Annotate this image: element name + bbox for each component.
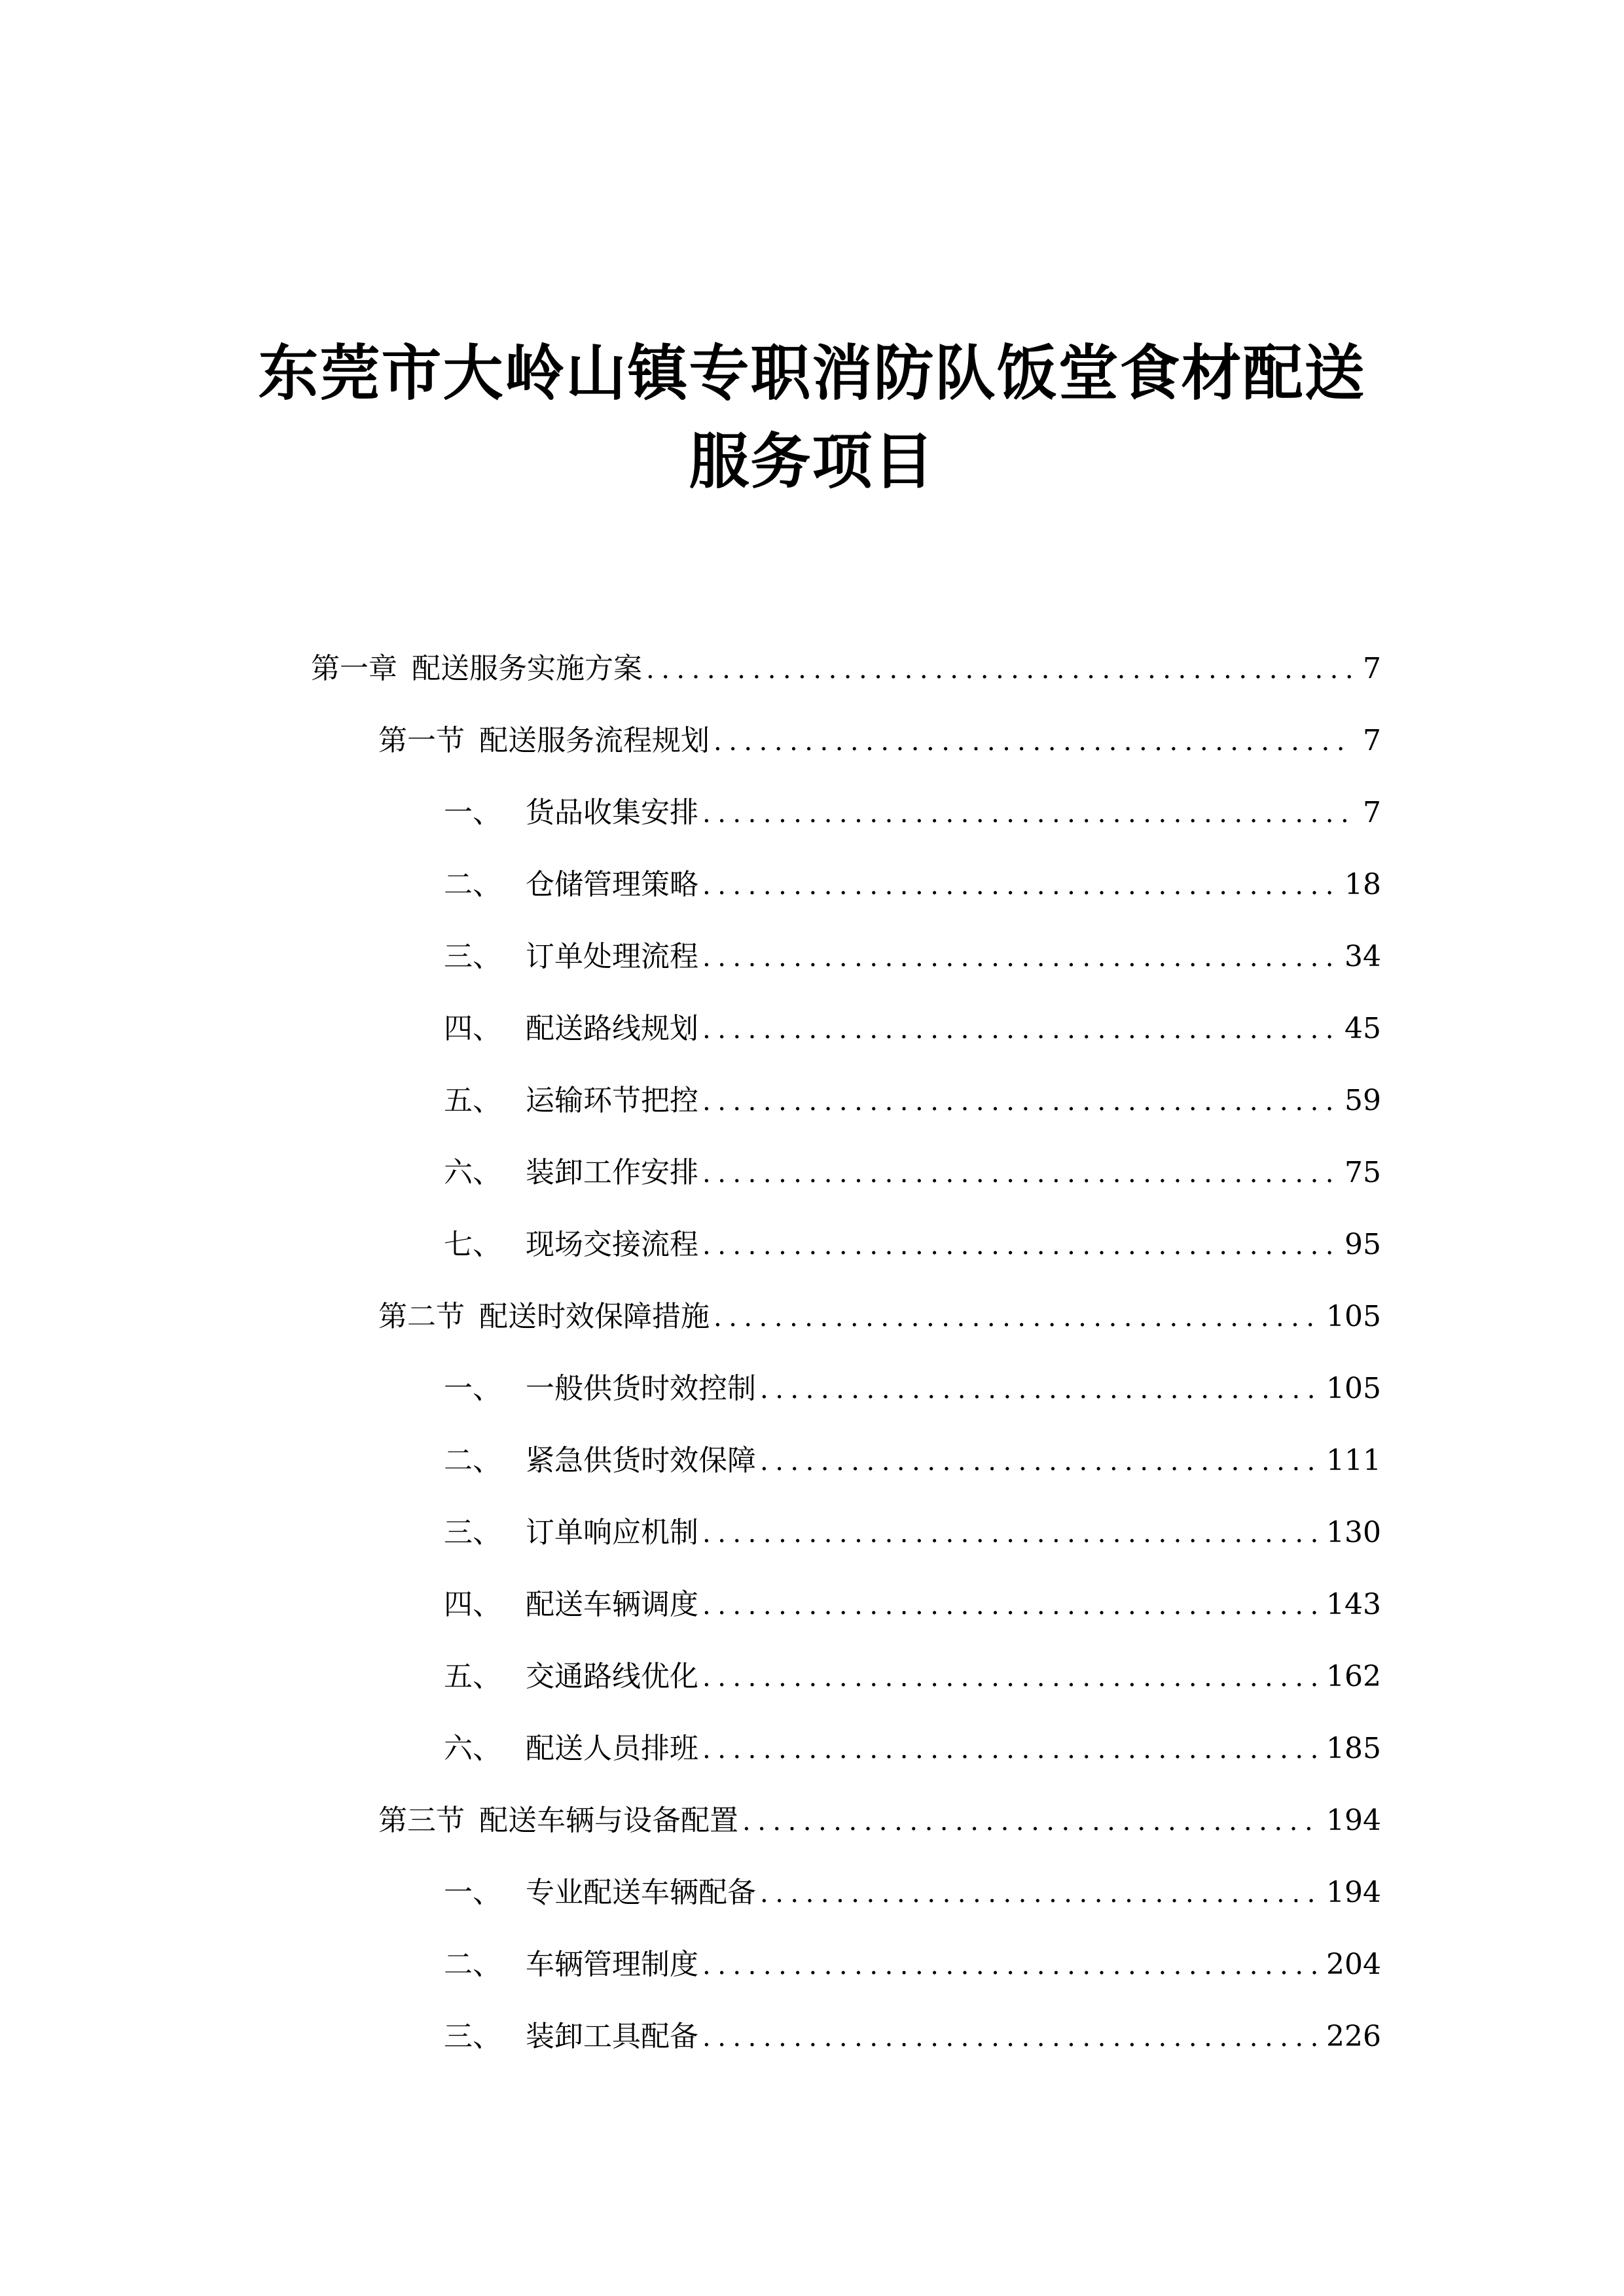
toc-entry-number: 第一章 [311, 652, 397, 685]
toc-entry-number: 一、 [444, 1372, 501, 1405]
toc-dot-leader [742, 1808, 1317, 1835]
toc-entry-title: 运输环节把控 [526, 1084, 698, 1117]
toc-entry-section[interactable] [378, 726, 1381, 755]
toc-dot-leader [702, 1016, 1335, 1043]
toc-dot-leader [702, 1736, 1317, 1763]
toc-entry-title: 配送车辆调度 [526, 1588, 698, 1621]
toc-entry-item[interactable] [444, 1230, 1381, 1259]
toc-entry-number: 一、 [444, 796, 501, 829]
toc-dot-leader [702, 1520, 1317, 1547]
toc-dot-leader [702, 1664, 1317, 1691]
toc-page-number: 204 [1326, 1948, 1381, 1981]
toc-dot-leader [702, 1232, 1335, 1259]
toc-entry-section[interactable] [378, 1806, 1381, 1835]
toc-page-number: 143 [1326, 1588, 1381, 1621]
toc-entry-item[interactable] [444, 2022, 1381, 2051]
document-title-line-2: 服务项目 [689, 427, 935, 497]
toc-entry-item[interactable] [444, 1878, 1381, 1907]
toc-page-number: 45 [1344, 1012, 1381, 1045]
toc-page-number: 34 [1344, 940, 1381, 973]
toc-entry-item[interactable] [444, 870, 1381, 899]
toc-page-number: 111 [1326, 1444, 1381, 1477]
toc-page-number: 59 [1344, 1084, 1381, 1117]
toc-entry-number: 第三节 [378, 1804, 465, 1837]
toc-dot-leader [760, 1880, 1317, 1907]
toc-page-number: 162 [1326, 1660, 1381, 1693]
toc-entry-number: 二、 [444, 1948, 501, 1981]
toc-dot-leader [702, 872, 1335, 899]
toc-dot-leader [702, 1088, 1335, 1115]
toc-entry-item[interactable] [444, 942, 1381, 971]
toc-page-number: 7 [1363, 724, 1381, 757]
toc-entry-title: 紧急供货时效保障 [526, 1444, 756, 1477]
toc-entry-number: 三、 [444, 2020, 501, 2053]
toc-entry-title: 车辆管理制度 [526, 1948, 698, 1981]
toc-entry-title: 一般供货时效控制 [526, 1372, 756, 1405]
toc-entry-title: 配送时效保障措施 [479, 1300, 710, 1333]
toc-entry-title: 配送路线规划 [526, 1012, 698, 1045]
toc-page-number: 105 [1326, 1372, 1381, 1405]
toc-dot-leader [760, 1376, 1317, 1403]
toc-entry-item[interactable] [444, 798, 1381, 827]
toc-dot-leader [713, 1304, 1317, 1331]
toc-page-number: 95 [1344, 1228, 1381, 1261]
toc-entry-number: 四、 [444, 1588, 501, 1621]
toc-entry-title: 仓储管理策略 [526, 868, 698, 901]
toc-entry-section[interactable] [378, 1302, 1381, 1331]
toc-entry-item[interactable] [444, 1158, 1381, 1187]
toc-entry-item[interactable] [444, 1014, 1381, 1043]
toc-page-number: 226 [1326, 2020, 1381, 2053]
toc-entry-item[interactable] [444, 1374, 1381, 1403]
toc-entry-number: 六、 [444, 1156, 501, 1189]
toc-entry-number: 第一节 [378, 724, 465, 757]
toc-page-number: 7 [1363, 796, 1381, 829]
toc-page-number: 194 [1326, 1804, 1381, 1837]
toc-dot-leader [646, 656, 1354, 683]
toc-entry-title: 订单响应机制 [526, 1516, 698, 1549]
toc-entry-title: 货品收集安排 [526, 796, 698, 829]
toc-dot-leader [702, 800, 1354, 827]
toc-entry-title: 装卸工作安排 [526, 1156, 698, 1189]
toc-entry-item[interactable] [444, 1086, 1381, 1115]
toc-entry-item[interactable] [444, 1734, 1381, 1763]
toc-entry-item[interactable] [444, 1950, 1381, 1979]
toc-dot-leader [713, 728, 1354, 755]
toc-entry-number: 二、 [444, 868, 501, 901]
toc-entry-item[interactable] [444, 1518, 1381, 1547]
toc-entry-number: 三、 [444, 1516, 501, 1549]
toc-dot-leader [702, 1952, 1317, 1979]
toc-entry-item[interactable] [444, 1662, 1381, 1691]
document-title-line-1: 东莞市大岭山镇专职消防队饭堂食材配送 [258, 338, 1366, 408]
toc-entry-title: 配送人员排班 [526, 1732, 698, 1765]
toc-page-number: 7 [1363, 652, 1381, 685]
toc-entry-number: 五、 [444, 1084, 501, 1117]
toc-entry-title: 配送服务实施方案 [412, 652, 642, 685]
toc-entry-number: 六、 [444, 1732, 501, 1765]
toc-dot-leader [702, 2024, 1317, 2051]
toc-entry-title: 配送车辆与设备配置 [479, 1804, 738, 1837]
toc-entry-chapter[interactable] [311, 652, 1381, 685]
toc-entry-item[interactable] [444, 1446, 1381, 1475]
toc-entry-title: 专业配送车辆配备 [526, 1876, 756, 1909]
toc-page-number: 18 [1344, 868, 1381, 901]
toc-entry-number: 五、 [444, 1660, 501, 1693]
toc-entry-title: 现场交接流程 [526, 1228, 698, 1261]
toc-entry-item[interactable] [444, 1590, 1381, 1619]
toc-entry-number: 第二节 [378, 1300, 465, 1333]
toc-entry-title: 交通路线优化 [526, 1660, 698, 1693]
toc-entry-title: 配送服务流程规划 [479, 724, 710, 757]
toc-dot-leader [702, 944, 1335, 971]
toc-dot-leader [702, 1160, 1335, 1187]
toc-entry-title: 订单处理流程 [526, 940, 698, 973]
toc-entry-number: 二、 [444, 1444, 501, 1477]
toc-entry-number: 一、 [444, 1876, 501, 1909]
toc-dot-leader [760, 1448, 1317, 1475]
toc-entry-number: 七、 [444, 1228, 501, 1261]
toc-entry-number: 四、 [444, 1012, 501, 1045]
toc-entry-number: 三、 [444, 940, 501, 973]
toc-entry-title: 装卸工具配备 [526, 2020, 698, 2053]
toc-page-number: 130 [1326, 1516, 1381, 1549]
toc-page-number: 75 [1344, 1156, 1381, 1189]
toc-page-number: 185 [1326, 1732, 1381, 1765]
toc-dot-leader [702, 1592, 1317, 1619]
toc-page-number: 105 [1326, 1300, 1381, 1333]
toc-page-number: 194 [1326, 1876, 1381, 1909]
